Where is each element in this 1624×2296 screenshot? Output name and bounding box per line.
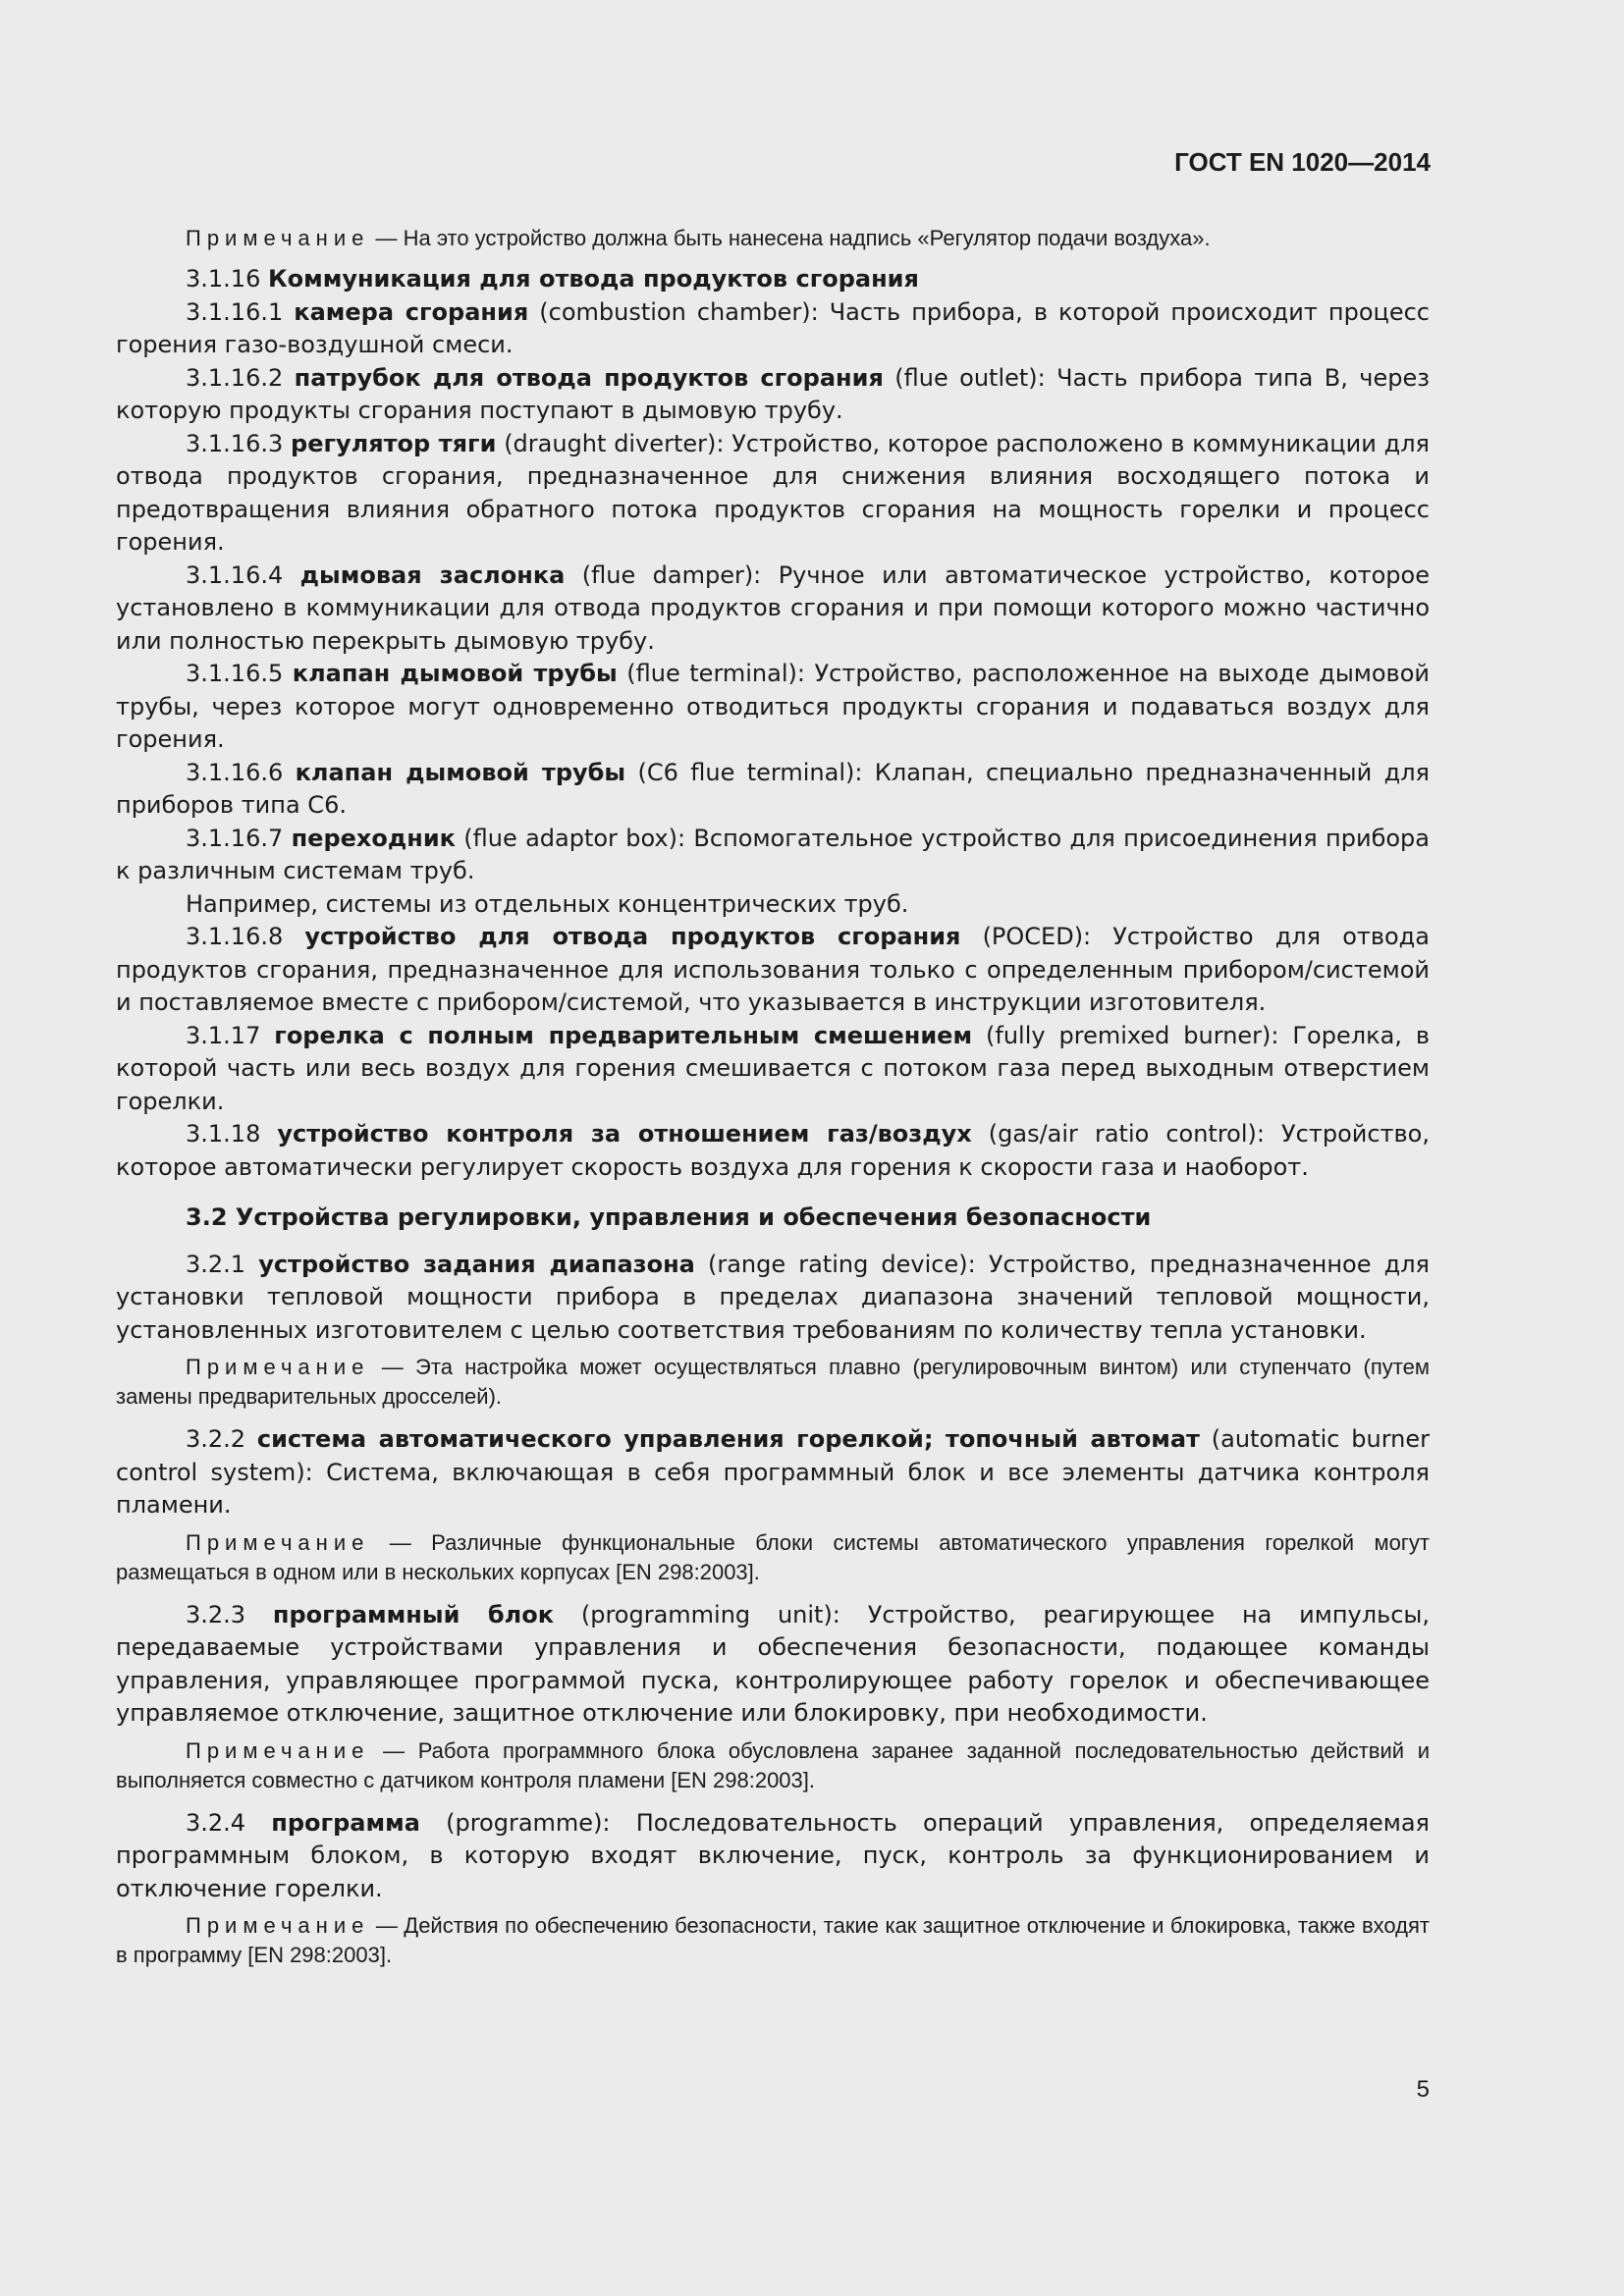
clause-term: клапан дымовой трубы [292,660,618,687]
page-number: 5 [1416,2076,1430,2103]
clause-text: (С6 flue terminal): Клапан, специально предназначенный для приборов типа С6. [116,758,1430,819]
clause-number: 3.1.16.6 [186,758,284,786]
clause-number: 3.2.4 [186,1808,246,1837]
clause-number: 3.1.16 [186,265,261,293]
note-label: Примечание [186,1913,370,1938]
note-paragraph [116,1736,1430,1795]
clause-term: камера сгорания [294,297,529,326]
clause-3-1-16-1 [116,296,1430,362]
clause-number: 3.1.16.4 [186,561,284,589]
clause-number: 3.1.16.1 [186,297,284,326]
clause-3-1-16-4 [116,560,1430,659]
note-paragraph [116,1353,1430,1412]
clause-text: (gas/air ratio control): Устройство, которое автоматически регулирует скорость воздуха для горения к скорости газа и наоборот. [116,1120,1430,1181]
clause-number: 3.1.16.8 [186,923,284,950]
clause-term: Коммуникация для отвода продуктов сгорания [267,265,919,293]
note-label: Примечание [186,1529,370,1555]
clause-text: (programme): Последовательность операций управления, определяемая программным блоком, в которую входят включение, пуск, контроль за функционированием и отключение горелки. [116,1808,1430,1902]
note-text: — На это устройство должна быть нанесена надпись «Регулятор подачи воздуха». [375,226,1211,250]
clause-3-1-16 [116,263,1430,296]
clause-3-1-16-7 [116,823,1430,888]
clause-term: переходник [291,824,456,852]
clause-3-1-16-8 [116,921,1430,1020]
clause-text: (programming unit): Устройство, реагирующее на импульсы, передаваемые устройствами управления и обеспечения безопасности, подающее команды управления, управляющее программой пуска, контролирующее работу горелок и обеспечивающее управляемое отключение, защитное отключение или блокировку, при необходимости. [116,1600,1430,1727]
clause-3-1-16-5 [116,658,1430,757]
note-paragraph [116,1911,1430,1970]
clause-3-1-16-2 [116,362,1430,428]
clause-text: (draught diverter): Устройство, которое расположено в коммуникации для отвода продуктов сгорания, предназначенное для снижения влияния восходящего потока и предотвращения влияния обратного потока продуктов сгорания на мощность горелки и процесс горения. [116,429,1430,556]
clause-term: патрубок для отвода продуктов сгорания [294,363,884,392]
clause-number: 3.1.17 [186,1021,261,1049]
clause-number: 3.1.16.3 [186,429,284,457]
section-heading: 3.2 Устройства регулировки, управления и обеспечения безопасности [186,1203,1152,1231]
note-text: — Действия по обеспечению безопасности, такие как защитное отключение и блокировка, также входят в программу [EN 298:2003]. [116,1913,1430,1967]
note-paragraph [116,1528,1430,1587]
clause-text: (automatic burner control system): Система, включающая в себя программный блок и все элементы датчика контроля пламени. [116,1425,1430,1519]
note-text: — Работа программного блока обусловлена заранее заданной последовательностью действий и выполняется совместно с датчиком контроля пламени [EN 298:2003]. [116,1737,1430,1792]
clause-text: (flue outlet): Часть прибора типа В, через которую продукты сгорания поступают в дымовую трубу. [116,363,1430,424]
clause-term: программный блок [272,1600,555,1629]
clause-number: 3.2.3 [186,1600,246,1629]
example-paragraph: Например, системы из отдельных концентрических труб. [186,889,909,918]
clause-3-1-16-3 [116,428,1430,560]
clause-text: (flue adaptor box): Вспомогательное устройство для присоединения прибора к различным системам труб. [116,824,1430,884]
note-text: — Различные функциональные блоки системы автоматического управления горелкой могут размещаться в одном или в нескольких корпусах [EN 298:2003]. [116,1529,1430,1584]
clause-number: 3.1.16.2 [186,363,284,392]
clause-term: устройство задания диапазона [258,1250,695,1278]
clause-text: (fully premixed burner): Горелка, в которой часть или весь воздух для горения смешивается с потоком газа перед выходным отверстием горелки. [116,1021,1430,1115]
clause-3-2-1 [116,1249,1430,1348]
clause-term: горелка с полным предварительным смешением [274,1021,973,1049]
note-label: Примечание [186,1737,370,1763]
clause-3-1-16-6 [116,757,1430,823]
clause-number: 3.1.16.7 [186,824,284,852]
clause-number: 3.2.2 [186,1425,246,1453]
clause-3-2-4 [116,1807,1430,1906]
clause-text: (flue damper): Ручное или автоматическое устройство, которое установлено в коммуникации для отвода продуктов сгорания и при помощи которого можно частично или полностью перекрыть дымовую трубу. [116,561,1430,655]
note-label: Примечание [186,1355,370,1379]
document-body [116,224,1430,1982]
note-label: Примечание [186,226,370,250]
clause-term: устройство контроля за отношением газ/воздух [277,1120,972,1148]
note-text: — Эта настройка может осуществляться плавно (регулировочным винтом) или ступенчато (путем замены предварительных дросселей). [116,1355,1430,1409]
clause-text: (range rating device): Устройство, предназначенное для установки тепловой мощности прибора в пределах диапазона значений тепловой мощности, установленных изготовителем с целью соответствия требованиям по количеству тепла установки. [116,1250,1430,1344]
clause-term: регулятор тяги [291,429,497,457]
document-code: ГОСТ EN 1020—2014 [1174,147,1431,177]
clause-text: (flue terminal): Устройство, расположенное на выходе дымовой трубы, через которое могут одновременно отводиться продукты сгорания и подаваться воздух для горения. [116,660,1430,753]
clause-3-2-2 [116,1423,1430,1522]
clause-term: устройство для отвода продуктов сгорания [304,923,961,950]
clause-3-1-18 [116,1118,1430,1184]
note-paragraph [116,224,1430,253]
clause-text: (POCED): Устройство для отвода продуктов сгорания, предназначенное для использования только с определенным прибором/системой и поставляемое вместе с прибором/системой, что указывается в инструкции изготовителя. [116,923,1430,1016]
clause-number: 3.2.1 [186,1250,246,1278]
clause-term: дымовая заслонка [299,561,566,589]
clause-3-1-17 [116,1020,1430,1119]
clause-text: (combustion chamber): Часть прибора, в которой происходит процесс горения газо-воздушной смеси. [116,297,1430,358]
clause-term: клапан дымовой трубы [295,758,626,786]
clause-3-2-3 [116,1599,1430,1731]
clause-number: 3.1.18 [186,1120,261,1148]
clause-term: программа [271,1808,420,1837]
clause-term: система автоматического управления горелкой; топочный автомат [256,1425,1200,1453]
clause-number: 3.1.16.5 [186,660,284,687]
